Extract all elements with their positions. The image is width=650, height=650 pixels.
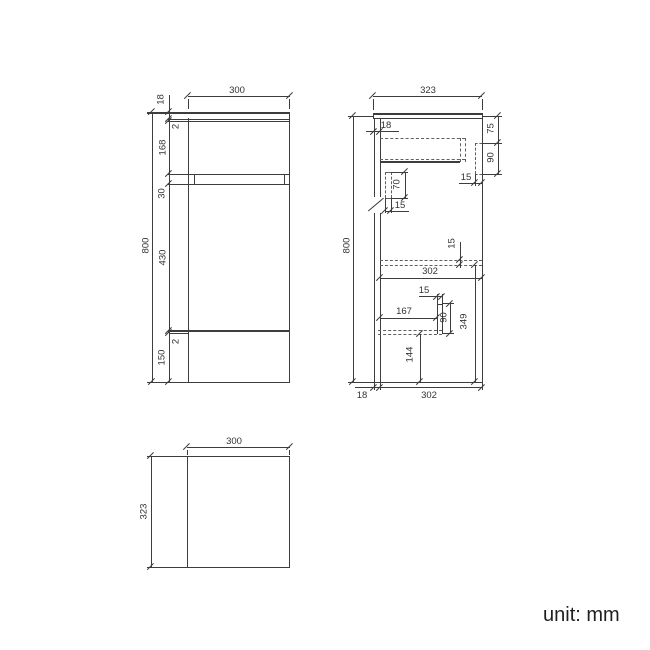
ext-line — [187, 450, 188, 455]
side-rail-height-dim: 70 — [391, 179, 403, 190]
side-support-width-dim: 15 — [418, 285, 430, 296]
side-rail-width-dim: 15 — [394, 200, 406, 211]
front-height-dim: 800 — [140, 237, 152, 254]
side-back-edge — [482, 113, 483, 383]
front-worktop-bottom-line — [168, 119, 290, 120]
front-drawer-band-dim: 30 — [156, 188, 168, 199]
dim-line — [498, 116, 499, 174]
base-shelf-hidden-line — [378, 330, 442, 331]
top-view-left-edge — [187, 456, 188, 568]
side-worktop-top-line — [373, 113, 483, 115]
top-view-bottom-edge — [147, 567, 290, 568]
dim-line — [353, 116, 354, 382]
unit-label: unit: mm — [543, 604, 620, 626]
side-base-depth-dim: 302 — [421, 390, 437, 401]
front-top-gap-dim: 2 — [170, 123, 182, 130]
dim-line — [450, 304, 451, 334]
side-lower-section-dim: 349 — [458, 313, 470, 330]
side-door-back-line — [380, 213, 381, 382]
front-plinth-line — [168, 330, 290, 332]
dim-line — [380, 278, 483, 279]
bracket-hidden-outline — [475, 143, 482, 144]
drawer-box-bottom-line — [380, 161, 460, 163]
side-internal-depth-dim: 302 — [422, 266, 438, 277]
dim-line — [380, 318, 438, 319]
ext-line — [373, 99, 374, 110]
top-view-top-edge — [147, 456, 290, 457]
side-support-height-dim: 90 — [438, 312, 450, 323]
front-upper-panel-dim: 168 — [157, 139, 169, 156]
drawer-box-top-hidden — [380, 138, 465, 139]
front-door-top-line — [168, 121, 289, 122]
drawer-box-bottom-hidden — [380, 159, 465, 160]
ext-line — [482, 99, 483, 110]
shelf-hidden-line — [380, 260, 483, 261]
bracket-hidden-outline — [475, 143, 476, 174]
dim-line — [169, 95, 170, 382]
side-door-front-line — [374, 213, 375, 382]
side-height-dim: 800 — [341, 237, 353, 254]
side-bottom-line — [348, 382, 482, 383]
top-width-dim: 300 — [226, 436, 242, 447]
ext-line — [188, 99, 189, 109]
side-shelf-thickness-dim: 15 — [446, 238, 458, 249]
side-depth-dim: 323 — [420, 85, 436, 96]
front-drawer-recess-right — [284, 174, 285, 184]
drawer-box-back-hidden — [465, 138, 466, 163]
front-door-height-dim: 430 — [157, 249, 169, 266]
dim-line — [151, 456, 152, 567]
dim-line — [420, 334, 421, 383]
break-symbol — [368, 197, 384, 211]
side-drawer-back-height-dim: 90 — [485, 152, 497, 163]
dim-line — [475, 265, 476, 383]
top-view-right-edge — [289, 456, 290, 568]
dim-line — [187, 447, 290, 448]
dim-line — [188, 96, 290, 97]
side-door-thickness-dim: 18 — [380, 120, 392, 131]
front-drawer-band-top — [168, 174, 290, 175]
top-depth-dim: 323 — [138, 503, 150, 520]
side-bottom-clearance-dim: 144 — [404, 346, 416, 363]
front-width-dim: 300 — [229, 85, 245, 96]
front-worktop-thickness-dim: 18 — [155, 94, 167, 105]
rail-hidden-outline — [385, 172, 386, 198]
front-right-edge — [289, 112, 290, 383]
front-drawer-band-bottom — [168, 184, 290, 185]
front-drawer-recess-left — [194, 174, 195, 184]
ext-line — [289, 450, 290, 455]
side-base-front-dim: 18 — [356, 390, 368, 401]
front-left-edge — [188, 118, 189, 382]
base-shelf-hidden-line — [378, 334, 442, 335]
front-bottom-gap-dim: 2 — [170, 338, 182, 345]
side-bracket-width-dim: 15 — [460, 172, 472, 183]
ext-line — [289, 99, 290, 109]
dim-line — [152, 112, 153, 382]
side-worktop-bottom-line — [373, 118, 483, 119]
side-shelf-depth-dim: 167 — [396, 306, 412, 317]
front-plinth-dim: 150 — [156, 349, 168, 366]
side-drawer-offset-dim: 75 — [485, 123, 497, 134]
